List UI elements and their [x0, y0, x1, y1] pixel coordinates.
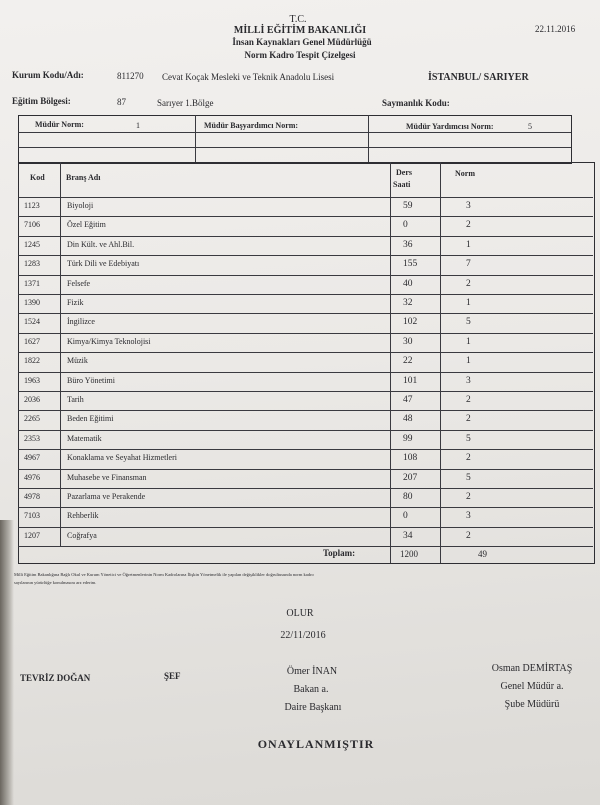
saymanlik-label: Saymanlık Kodu:: [382, 98, 450, 108]
row-kod: 4978: [24, 492, 40, 501]
row-kod: 1371: [24, 278, 40, 288]
row-divider: [18, 216, 593, 217]
kurum-label: Kurum Kodu/Adı:: [12, 70, 84, 80]
row-kod: 7103: [24, 511, 40, 521]
bolge-label: Eğitim Bölgesi:: [12, 96, 71, 106]
row-ders-saati: 48: [403, 414, 413, 425]
yardimci-norm-label: Müdür Yardımcısı Norm:: [406, 122, 494, 131]
header-date: 22.11.2016: [535, 24, 576, 34]
signer-3-title-b: Şube Müdürü: [504, 699, 560, 710]
mudur-norm-value: 1: [136, 121, 140, 130]
signer-1-title: ŞEF: [164, 671, 181, 681]
signer-3-title-a: Genel Müdür a.: [500, 681, 564, 692]
row-brans: Konaklama ve Seyahat Hizmetleri: [67, 453, 177, 463]
row-ders-saati: 30: [403, 336, 413, 347]
row-divider: [18, 236, 593, 237]
signer-2-title-b: Daire Başkanı: [284, 702, 342, 713]
row-divider: [18, 527, 593, 528]
col-header-kod: Kod: [30, 173, 45, 182]
signer-2-title-a: Bakan a.: [293, 684, 329, 695]
row-ders-saati: 80: [403, 492, 413, 502]
row-ders-saati: 108: [403, 453, 418, 464]
col-header-brans: Branş Adı: [66, 173, 101, 182]
approval-olur: OLUR: [286, 608, 314, 619]
total-ders-saati: 1200: [400, 549, 418, 559]
row-ders-saati: 155: [403, 259, 418, 270]
row-brans: Büro Yönetimi: [67, 375, 115, 385]
row-brans: Coğrafya: [67, 530, 97, 540]
row-norm: 2: [466, 278, 471, 289]
row-ders-saati: 32: [403, 298, 413, 308]
row-divider: [18, 255, 593, 256]
row-norm: 3: [466, 511, 471, 522]
row-divider: [18, 333, 593, 334]
header-row-line: [18, 197, 593, 198]
row-norm: 3: [466, 375, 471, 386]
row-kod: 7106: [24, 220, 40, 230]
row-brans: İngilizce: [67, 317, 95, 327]
basyardimci-norm-label: Müdür Başyardımcı Norm:: [204, 121, 299, 130]
location: İSTANBUL/ SARIYER: [428, 72, 529, 83]
col-header-norm: Norm: [455, 169, 475, 178]
kurum-name: Cevat Koçak Mesleki ve Teknik Anadolu Lisesi: [162, 72, 335, 82]
row-ders-saati: 22: [403, 356, 413, 367]
norms-divider: [18, 132, 571, 133]
row-norm: 2: [466, 530, 471, 541]
bolge-code: 87: [117, 97, 126, 107]
row-brans: Matematik: [67, 433, 102, 443]
col-header-saati: Saati: [393, 180, 411, 189]
row-brans: Din Kült. ve Ahl.Bil.: [67, 239, 135, 249]
row-kod: 1123: [24, 201, 40, 210]
row-divider: [18, 488, 593, 489]
row-kod: 1245: [24, 239, 40, 249]
row-divider: [18, 507, 593, 508]
row-kod: 1627: [24, 336, 40, 346]
row-kod: 2036: [24, 395, 40, 404]
row-brans: Beden Eğitimi: [67, 414, 114, 424]
row-divider: [18, 313, 593, 314]
header-tc: T.C.: [289, 14, 307, 25]
row-norm: 2: [466, 395, 471, 405]
row-ders-saati: 0: [403, 220, 408, 231]
row-ders-saati: 36: [403, 239, 413, 250]
row-kod: 2353: [24, 433, 40, 443]
row-divider: [18, 294, 593, 295]
row-ders-saati: 99: [403, 433, 413, 444]
kurum-code: 811270: [117, 71, 144, 81]
row-kod: 2265: [24, 414, 40, 424]
norms-divider-2: [18, 147, 571, 148]
row-norm: 5: [466, 433, 471, 444]
total-label: Toplam:: [323, 548, 356, 558]
row-brans: Tarih: [67, 395, 84, 404]
row-norm: 2: [466, 220, 471, 231]
approval-date: 22/11/2016: [280, 630, 326, 641]
row-kod: 1283: [24, 259, 40, 269]
row-divider: [18, 391, 593, 392]
row-divider: [18, 410, 593, 411]
row-ders-saati: 40: [403, 278, 413, 289]
row-ders-saati: 59: [403, 201, 413, 211]
row-norm: 5: [466, 472, 471, 483]
row-divider: [18, 469, 593, 470]
col-line-brans: [390, 162, 391, 563]
total-norm: 49: [478, 549, 487, 559]
row-norm: 1: [466, 239, 471, 250]
row-ders-saati: 101: [403, 375, 418, 386]
row-brans: Pazarlama ve Perakende: [67, 492, 146, 501]
row-kod: 1207: [24, 530, 40, 540]
row-divider: [18, 275, 593, 276]
approval-stamp: ONAYLANMIŞTIR: [257, 737, 375, 751]
row-norm: 2: [466, 414, 471, 425]
header-ministry: MİLLİ EĞİTİM BAKANLIĞI: [233, 25, 367, 36]
row-norm: 7: [466, 259, 471, 270]
row-ders-saati: 34: [403, 530, 413, 541]
row-ders-saati: 102: [403, 317, 418, 328]
row-ders-saati: 207: [403, 472, 418, 483]
row-norm: 3: [466, 201, 471, 211]
row-norm: 2: [466, 453, 471, 464]
row-norm: 1: [466, 298, 471, 308]
row-brans: Felsefe: [67, 278, 91, 288]
bolge-name: Sarıyer 1.Bölge: [157, 98, 214, 108]
row-brans: Müzik: [67, 356, 88, 366]
row-kod: 1822: [24, 356, 40, 366]
col-line-saat: [440, 162, 441, 563]
row-ders-saati: 0: [403, 511, 408, 522]
row-norm: 1: [466, 336, 471, 347]
row-divider: [18, 449, 593, 450]
row-kod: 1524: [24, 317, 40, 327]
row-kod: 1390: [24, 298, 40, 307]
document-title: Norm Kadro Tespit Çizelgesi: [244, 50, 356, 60]
row-kod: 4967: [24, 453, 40, 463]
row-brans: Rehberlik: [67, 511, 99, 521]
page-shadow: [0, 520, 14, 805]
row-brans: Muhasebe ve Finansman: [67, 472, 147, 482]
row-brans: Özel Eğitim: [67, 220, 106, 230]
row-divider: [18, 372, 593, 373]
row-norm: 2: [466, 492, 471, 502]
footnote-line-1: Milli Eğitim Bakanlığına Bağlı Okul ve Kurum Yönetici ve Öğretmenlerinin Norm Kadrolarına İlişkin Yönetmelik ile yapılan değişiklikler doğrultusunda norm kadro: [14, 572, 314, 577]
signer-2-name: Ömer İNAN: [286, 666, 338, 677]
row-divider: [18, 430, 593, 431]
row-norm: 1: [466, 356, 471, 367]
mudur-norm-label: Müdür Norm:: [35, 120, 84, 129]
row-brans: Fizik: [67, 298, 84, 307]
header-directorate: İnsan Kaynakları Genel Müdürlüğü: [232, 37, 372, 47]
row-kod: 1963: [24, 375, 40, 385]
norms-col-line-2: [368, 115, 369, 162]
signer-1-name: TEVRİZ DOĞAN: [20, 673, 91, 683]
row-norm: 5: [466, 317, 471, 328]
total-row-line: [18, 546, 593, 547]
signer-3-name: Osman DEMİRTAŞ: [491, 663, 573, 674]
row-brans: Kimya/Kimya Teknolojisi: [67, 336, 151, 346]
row-brans: Türk Dili ve Edebiyatı: [67, 259, 140, 269]
footnote-line-2: sayılarının yürürlüğe konulmasını arz ederim.: [14, 580, 97, 585]
col-line-kod: [60, 162, 61, 547]
row-ders-saati: 47: [403, 395, 413, 405]
row-divider: [18, 352, 593, 353]
norms-col-line: [195, 115, 196, 162]
col-header-ders: Ders: [396, 168, 412, 177]
row-kod: 4976: [24, 472, 40, 482]
yardimci-norm-value: 5: [528, 122, 532, 131]
row-brans: Biyoloji: [67, 201, 94, 210]
